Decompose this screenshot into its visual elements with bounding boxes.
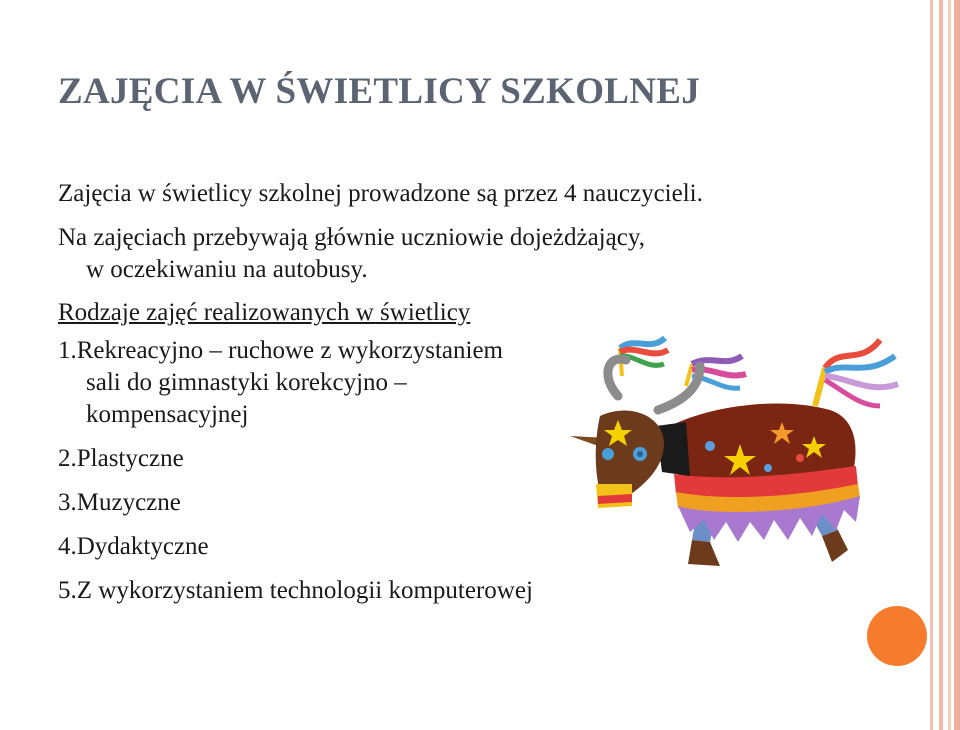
list-item: 3.Muzyczne: [58, 489, 181, 516]
list-item: 1.Rekreacyjno – ruchowe z wykorzystaniem: [58, 337, 503, 364]
paragraph-teachers: Zajęcia w świetlicy szkolnej prowadzone są przez 4 nauczycieli.: [58, 180, 703, 207]
activities-heading: Rodzaje zajęć realizowanych w świetlicy: [58, 299, 471, 326]
list-item-continuation: kompensacyjnej: [86, 401, 249, 428]
list-item: 5.Z wykorzystaniem technologii komputerowej: [58, 577, 533, 604]
decorative-circle: [867, 606, 927, 666]
list-item-continuation: sali do gimnastyki korekcyjno –: [86, 369, 407, 396]
border-stripe: [954, 0, 960, 730]
list-item: 4.Dydaktyczne: [58, 533, 209, 560]
folk-goat-icon: [560, 326, 905, 586]
paragraph-students-line2: w oczekiwaniu na autobusy.: [86, 256, 368, 283]
slide-title: ZAJĘCIA W ŚWIETLICY SZKOLNEJ: [58, 71, 701, 112]
paragraph-students-line1: Na zajęciach przebywają głównie uczniowie dojeżdżający,: [58, 224, 645, 251]
list-item: 2.Plastyczne: [58, 445, 184, 472]
border-stripe: [948, 0, 951, 730]
border-stripe: [939, 0, 943, 730]
